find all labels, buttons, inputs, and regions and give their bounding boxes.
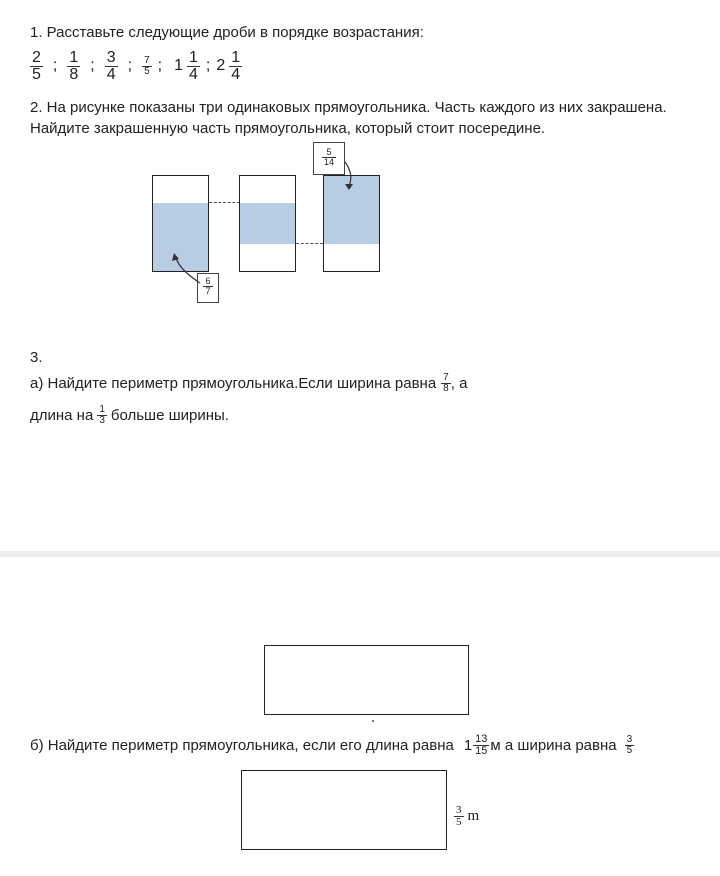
arrow-left [176,258,200,283]
dot-mark [372,720,374,722]
fraction: $\frac{2}{5}$ [32,48,41,83]
fraction: $\frac{1}{4}$ [231,48,241,83]
q1-title: 1. Расставьте следующие дроби в порядке возрастания: [30,24,424,41]
arrows [140,140,400,305]
label-right: $\frac{5}{14}$ [313,142,345,175]
label-left: $\frac{6}{7}$ [197,273,219,303]
q3a-line1: а) Найдите периметр прямоугольника.Если ширина равна $\frac{7}{8}$ , а [30,371,468,394]
rectangle-a [264,645,469,715]
rectangles-diagram [140,140,400,305]
q3-number: 3. [30,349,43,366]
q2-line1: 2. На рисунке показаны три одинаковых прямоугольника. Часть каждого из них закрашена. [30,99,667,116]
q2-line2: Найдите закрашенную часть прямоугольника, который стоит посередине. [30,120,546,137]
rectangle-b [241,770,447,850]
fraction: $\frac{7}{5}$ [144,54,150,77]
fraction: $\frac{3}{4}$ [106,48,116,83]
arrowhead-left-icon [172,253,179,261]
fraction: $\frac{1}{8}$ [69,48,79,83]
arrow-right [345,162,351,186]
arrowhead-right-icon [345,184,353,190]
mixed-whole: 2 [216,57,226,74]
q3a-line2: длина на $\frac{1}{3}$ больше ширины. [30,403,229,426]
section-divider [0,551,720,557]
rectangle-b-side-label: $\frac{3}{5}$ m [456,803,480,828]
q3b-line: б) Найдите периметр прямоугольника, если его длина равна 1 $\frac{13}{15}$ м а ширина равна $\frac{3}{5}$ [30,732,633,757]
mixed-whole: 1 [174,57,183,74]
q1-fraction-list: $\frac{2}{5}$ ; $\frac{1}{8}$ ; $\frac{3}{4}$ ; $\frac{7}{5}$ ; 1 $\frac{1}{4}$ ; 2 $\frac{1}{4}$ [32,48,241,83]
fraction: $\frac{1}{4}$ [189,48,198,83]
